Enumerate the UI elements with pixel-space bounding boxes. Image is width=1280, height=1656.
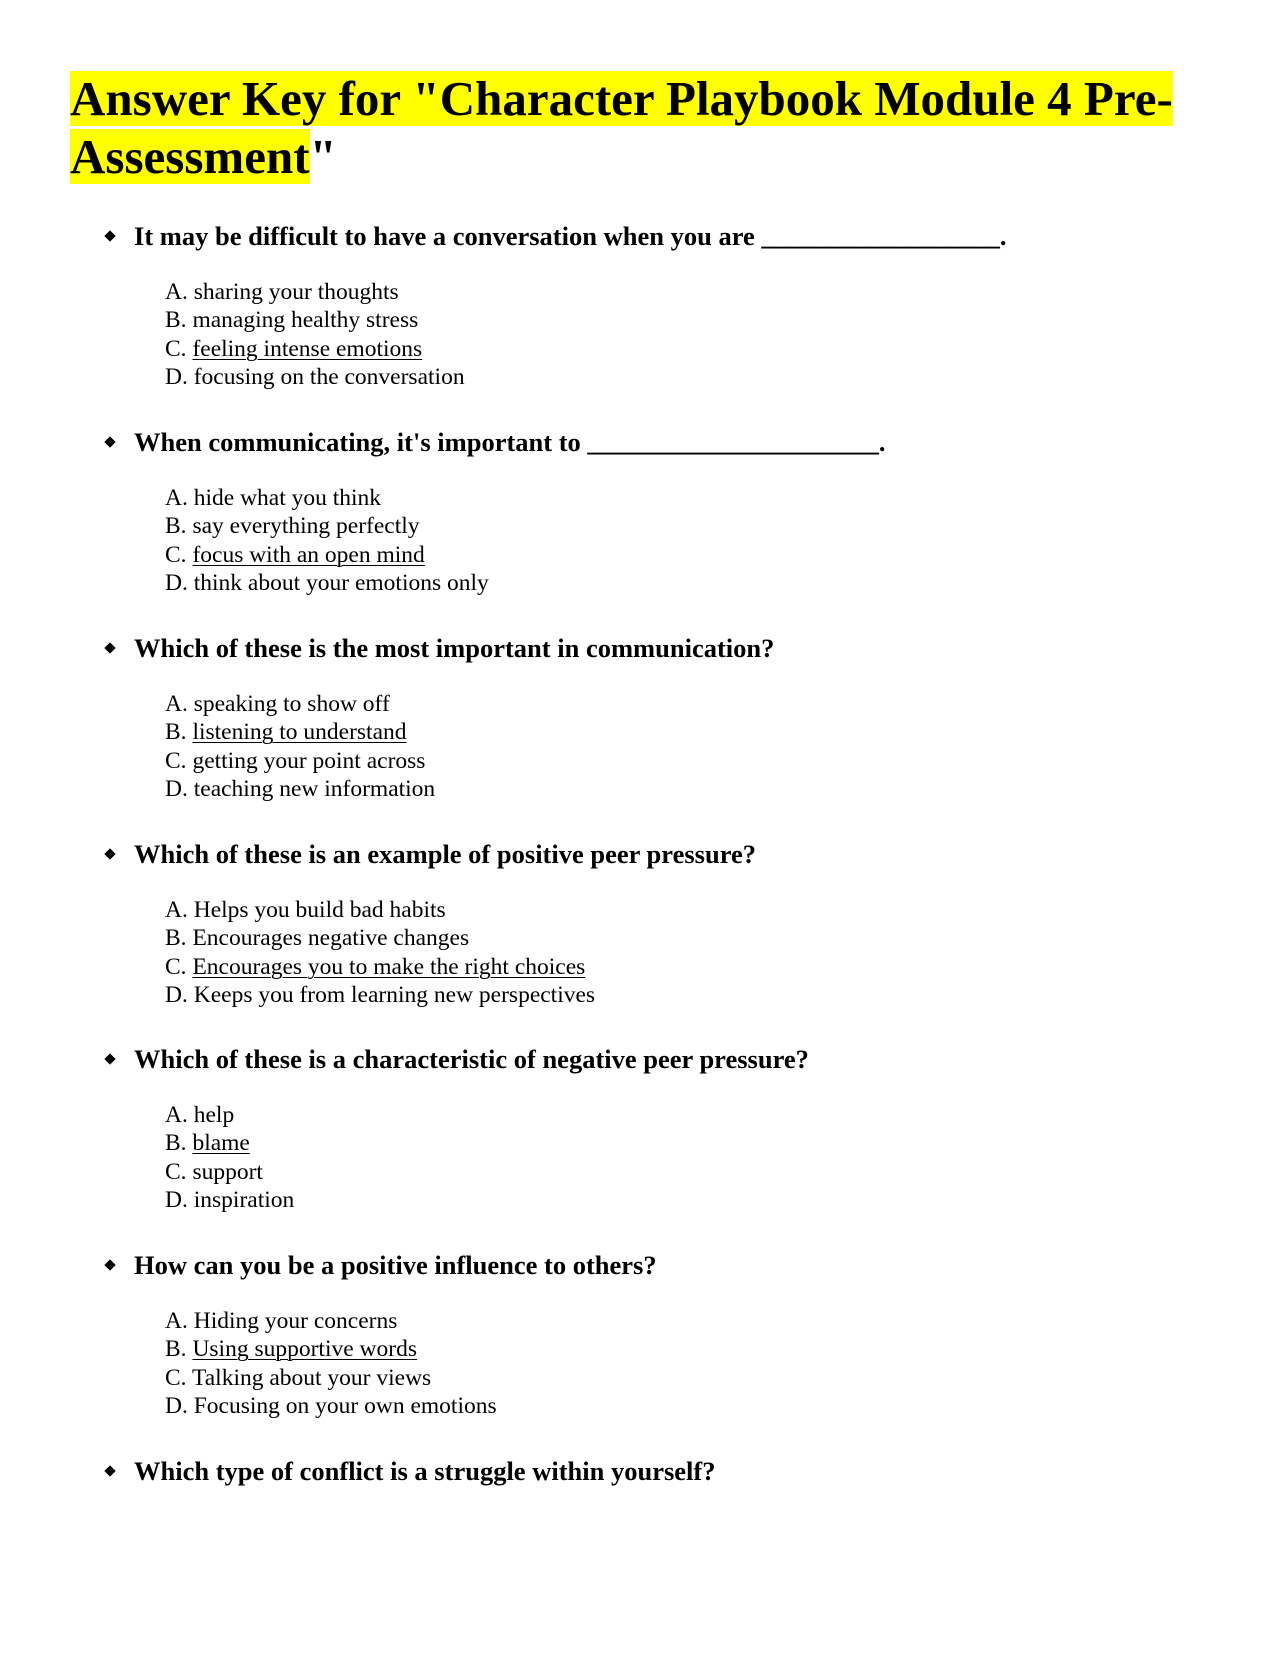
correct-answer: Using supportive words (192, 1336, 417, 1363)
correct-answer: listening to understand (192, 719, 407, 746)
option-text: think about your emotions only (193, 570, 489, 597)
option-text: help (193, 1102, 235, 1128)
option-c (165, 335, 465, 363)
option-letter: A. (165, 1308, 188, 1334)
option-letter: D. (165, 364, 188, 391)
correct-answer: blame (192, 1130, 250, 1157)
option-letter: C. (165, 1158, 187, 1185)
bullet-icon (104, 642, 115, 653)
option-letter: D. (165, 570, 188, 597)
option-b (165, 1129, 294, 1157)
option-b (165, 924, 595, 952)
option-text: inspiration (193, 1187, 295, 1214)
title-highlight: Answer Key for "Character Playbook Module 4 Pre-Assessment (70, 71, 1173, 184)
option-a (165, 896, 595, 924)
option-letter: A. (165, 485, 188, 511)
option-text: hide what you think (193, 485, 382, 511)
option-b (165, 1335, 497, 1363)
option-letter: C. (165, 541, 187, 568)
option-c (165, 1158, 294, 1186)
answer-options (165, 278, 465, 392)
correct-answer: focus with an open mind (192, 541, 425, 568)
correct-answer: feeling intense emotions (192, 335, 423, 362)
option-d (165, 981, 595, 1009)
bullet-icon (104, 1053, 115, 1064)
option-text: Helps you build bad habits (193, 897, 446, 923)
option-letter: B. (165, 307, 187, 334)
answer-options (165, 896, 595, 1010)
bullet-icon (104, 1259, 115, 1270)
page-title (70, 70, 1220, 186)
option-letter: C. (165, 1364, 187, 1391)
correct-answer: Encourages you to make the right choices (192, 953, 586, 980)
answer-options (165, 484, 489, 598)
option-letter: C. (165, 335, 187, 362)
option-text: Focusing on your own emotions (193, 1393, 497, 1420)
answer-options (165, 1307, 497, 1421)
option-c (165, 1364, 497, 1392)
answer-options (165, 1101, 294, 1215)
option-a (165, 278, 465, 306)
bullet-icon (104, 1465, 115, 1476)
option-b (165, 718, 435, 746)
option-letter: B. (165, 1130, 187, 1157)
option-d (165, 1392, 497, 1420)
option-letter: A. (165, 1102, 188, 1128)
option-letter: B. (165, 1336, 187, 1363)
option-letter: D. (165, 1187, 188, 1214)
option-letter: A. (165, 897, 188, 923)
option-text: managing healthy stress (192, 307, 419, 334)
option-a (165, 1101, 294, 1129)
option-text: Encourages negative changes (192, 925, 470, 952)
option-letter: B. (165, 719, 187, 746)
option-letter: A. (165, 691, 188, 717)
option-a (165, 1307, 497, 1335)
question-text: Which of these is an example of positive peer pressure? (134, 839, 756, 869)
option-letter: B. (165, 925, 187, 952)
option-d (165, 775, 435, 803)
title-closing-quote: " (309, 129, 337, 184)
option-d (165, 363, 465, 391)
option-a (165, 484, 489, 512)
question-text: Which of these is the most important in communication? (134, 633, 775, 663)
option-c (165, 541, 489, 569)
answer-options (165, 690, 435, 804)
question-text: When communicating, it's important to ______________________. (134, 427, 886, 457)
option-text: teaching new information (193, 776, 436, 803)
option-text: support (192, 1158, 263, 1185)
option-a (165, 690, 435, 718)
bullet-icon (104, 848, 115, 859)
question-text: How can you be a positive influence to others? (134, 1250, 657, 1280)
option-letter: C. (165, 747, 187, 774)
option-b (165, 512, 489, 540)
question-text: It may be difficult to have a conversation when you are __________________. (134, 221, 1007, 251)
option-text: Keeps you from learning new perspectives (193, 982, 596, 1009)
option-letter: B. (165, 513, 187, 540)
option-d (165, 569, 489, 597)
bullet-icon (104, 436, 115, 447)
option-letter: D. (165, 982, 188, 1009)
option-text: speaking to show off (193, 691, 390, 717)
option-letter: C. (165, 953, 187, 980)
option-text: getting your point across (192, 747, 426, 774)
question-text: Which of these is a characteristic of negative peer pressure? (134, 1044, 809, 1074)
bullet-icon (104, 230, 115, 241)
option-text: say everything perfectly (192, 513, 420, 540)
option-letter: A. (165, 279, 188, 305)
option-letter: D. (165, 776, 188, 803)
question-text: Which type of conflict is a struggle within yourself? (134, 1456, 716, 1486)
option-text: sharing your thoughts (193, 279, 399, 305)
option-c (165, 747, 435, 775)
option-c (165, 953, 595, 981)
option-b (165, 306, 465, 334)
option-d (165, 1186, 294, 1214)
option-text: Talking about your views (192, 1364, 432, 1391)
option-text: Hiding your concerns (193, 1308, 398, 1334)
option-letter: D. (165, 1393, 188, 1420)
option-text: focusing on the conversation (193, 364, 465, 391)
